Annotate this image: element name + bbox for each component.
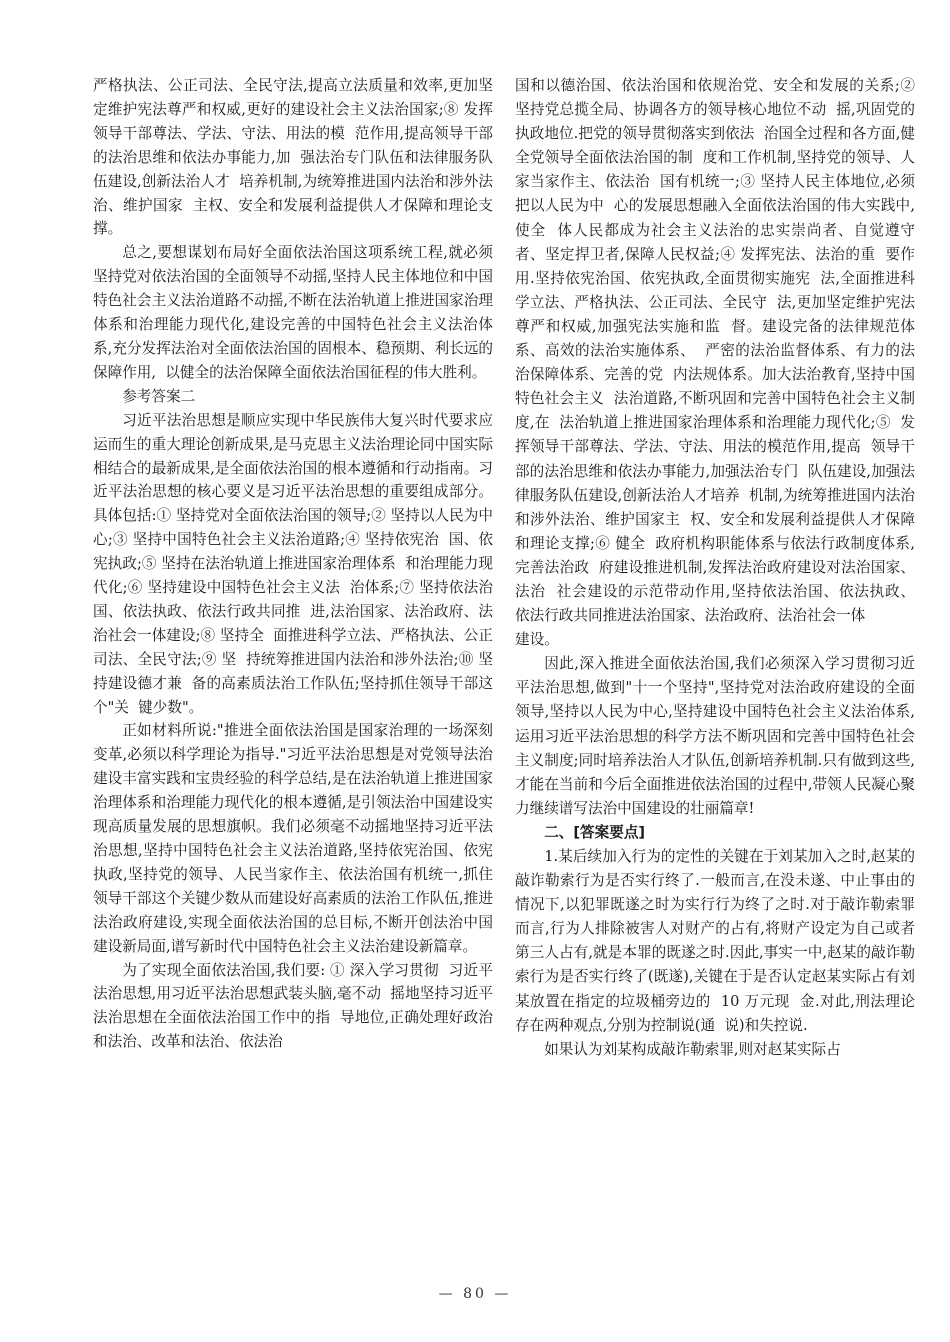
right-column	[515, 74, 915, 1062]
paragraph: 正如材料所说:"推进全面依法治国是国家治理的一场深刻变革,必须以科学理论为指导."习近平法治思想是对党领导法治建设丰富实践和宝贵经验的科学总结,是在法治轨道上推进国家治理体系和治理能力现代化的根本遵循,是引领法治中国建设实现高质量发展的思想旗帜。我们必须毫不动摇地坚持习近平法治思想,坚持中国特色社会主义法治道路,坚持依宪治国、依宪执政,坚持党的领导、人民当家作主、依法治国有机统一,抓住领导干部这个关键少数从而建设好高素质的法治工作队伍,推进法治政府建设,实现全面依法治国的总目标,不断开创法治中国建设新局面,谱写新时代中国特色社会主义法治建设新篇章。	[93, 722, 493, 955]
section-label: 参考答案二	[122, 387, 196, 405]
paragraph: 习近平法治思想是顺应实现中华民族伟大复兴时代要求应运而生的重大理论创新成果,是马克思主义法治理论同中国实际相结合的最新成果,是全面依法治国的根本遵循和行动指南。习近平法治思想的核心要义是习近平法治思想的重要组成部分。具体包括:① 坚持党对全面依法治国的领导;② 坚持以人民为中 心;③ 坚持中国特色社会主义法治道路;④ 坚持依宪治 国、依宪执政;⑤ 坚持在法治轨道上推进国家治理体系 和治理能力现代化;⑥ 坚持建设中国特色社会主义法 治体系;⑦ 坚持依法治国、依法执政、依法行政共同推 进,法治国家、法治政府、法治社会一体建设;⑧ 坚持全 面推进科学立法、严格执法、公正司法、全民守法;⑨ 坚 持统筹推进国内法治和涉外法治;⑩ 坚持建设德才兼 备的高素质法治工作队伍;坚持抓住领导干部这个"关 键少数"。	[93, 411, 503, 716]
left-column	[93, 74, 503, 1054]
paragraph: 如果认为刘某构成敲诈勒索罪,则对赵某实际占	[544, 1040, 841, 1058]
paragraph: 1.某后续加入行为的定性的关键在于刘某加入之时,赵某的敲诈勒索行为是否实行终了.一般而言,在没未遂、中止事由的情况下,以犯罪既遂之时为实行行为终了之时.对于敲诈勒索罪而言,行为人排除被害人对财产的占有,将财产设定为自己或者第三人占有,就是本罪的既遂之时.因此,事实一中,赵某的敲诈勒索行为是否实行终了(既遂),关键在于是否认定赵某实际占有刘某放置在指定的垃圾桶旁边的 10 万元现 金.对此,刑法理论存在两种观点,分别为控制说(通 说)和失控说.	[515, 848, 915, 1034]
paragraph: 国和以德治国、依法治国和依规治党、安全和发展的关系;② 坚持党总揽全局、协调各方的领导核心地位不动 摇,巩固党的执政地位.把党的领导贯彻落实到依法 治国全过程和各方面,健全党领导全面依法治国的制 度和工作机制,坚持党的领导、人家当家作主、依法治 国有机统一;③ 坚持人民主体地位,必须把以人民为中 心的发展思想融入全面依法治国的伟大实践中,使全 体人民都成为社会主义法治的忠实崇尚者、自觉遵守 者、坚定捍卫者,保障人民权益;④ 发挥宪法、法治的重 要作用.坚持依宪治国、依宪执政,全面贯彻实施宪 法,全面推进科学立法、严格执法、公正司法、全民守 法,更加坚定维护宪法尊严和权威,加强宪法实施和监 督。建设完备的法律规范体系、高效的法治实施体系、 严密的法治监督体系、有力的法治保障体系、完善的党 内法规体系。加大法治教育,坚持中国特色社会主义 法治道路,不断巩固和完善中国特色社会主义制度,在 法治轨道上推进国家治理体系和治理能力现代化;⑤ 发挥领导干部尊法、学法、守法、用法的模范作用,提高 领导干部的法治思维和依法办事能力,加强法治专门 队伍建设,加强法律服务队伍建设,创新法治人才培养 机制,为统筹推进国内法治和涉外法治、维护国家主 权、安全和发展利益提供人才保障和理论支撑;⑥ 健全 政府机构职能体系与依法行政制度体系,完善法治政 府建设推进机制,发挥法治政府建设对法治国家、法治 社会建设的示范带动作用,坚持依法治国、依法执政、 依法行政共同推进法治国家、法治政府、法治社会一体 建设。	[515, 77, 915, 649]
paragraph: 因此,深入推进全面依法治国,我们必须深入学习贯彻习近平法治思想,做到"十一个坚持",坚持党对法治政府建设的全面领导,坚持以人民为中心,坚持建设中国特色社会主义法治体系,运用习近平法治思想的科学方法不断巩固和完善中国特色社会主义制度;同时培养法治人才队伍,创新培养机制.只有做到这些,才能在当前和今后全面推进依法治国的过程中,带领人民凝心聚力继续谱写法治中国建设的壮丽篇章!	[515, 655, 915, 817]
paragraph: 总之,要想谋划布局好全面依法治国这项系统工程,就必须坚持党对依法治国的全面领导不动摇,坚持人民主体地位和中国特色社会主义法治道路不动摇,不断在法治轨道上推进国家治理体系和治理能力现代化,建设完善的中国特色社会主义法治体系,充分发挥法治对全面依法治国的固根本、稳预期、利长远的保障作用, 以健全的法治保障全面依法治国征程的伟大胜利。	[93, 244, 493, 381]
page-number: — 80 —	[438, 1286, 512, 1302]
paragraph: 严格执法、公正司法、全民守法,提高立法质量和效率,更加坚定维护宪法尊严和权威,更好的建设社会主义法治国家;⑧ 发挥领导干部尊法、学法、守法、用法的模 范作用,提高领导干部的法治思维和依法办事能力,加 强法治专门队伍和法律服务队伍建设,创新法治人才 培养机制,为统筹推进国内法治和涉外法治、维护国家 主权、安全和发展利益提供人才保障和理论支撑。	[93, 77, 493, 238]
paragraph: 为了实现全面依法治国,我们要: ① 深入学习贯彻 习近平法治思想,用习近平法治思想武装头脑,毫不动 摇地坚持习近平法治思想在全面依法治国工作中的指 导地位,正确处理好政治和法治、改革和法治、依法治	[93, 961, 493, 1051]
section-heading: 二、[答案要点]	[544, 823, 646, 841]
